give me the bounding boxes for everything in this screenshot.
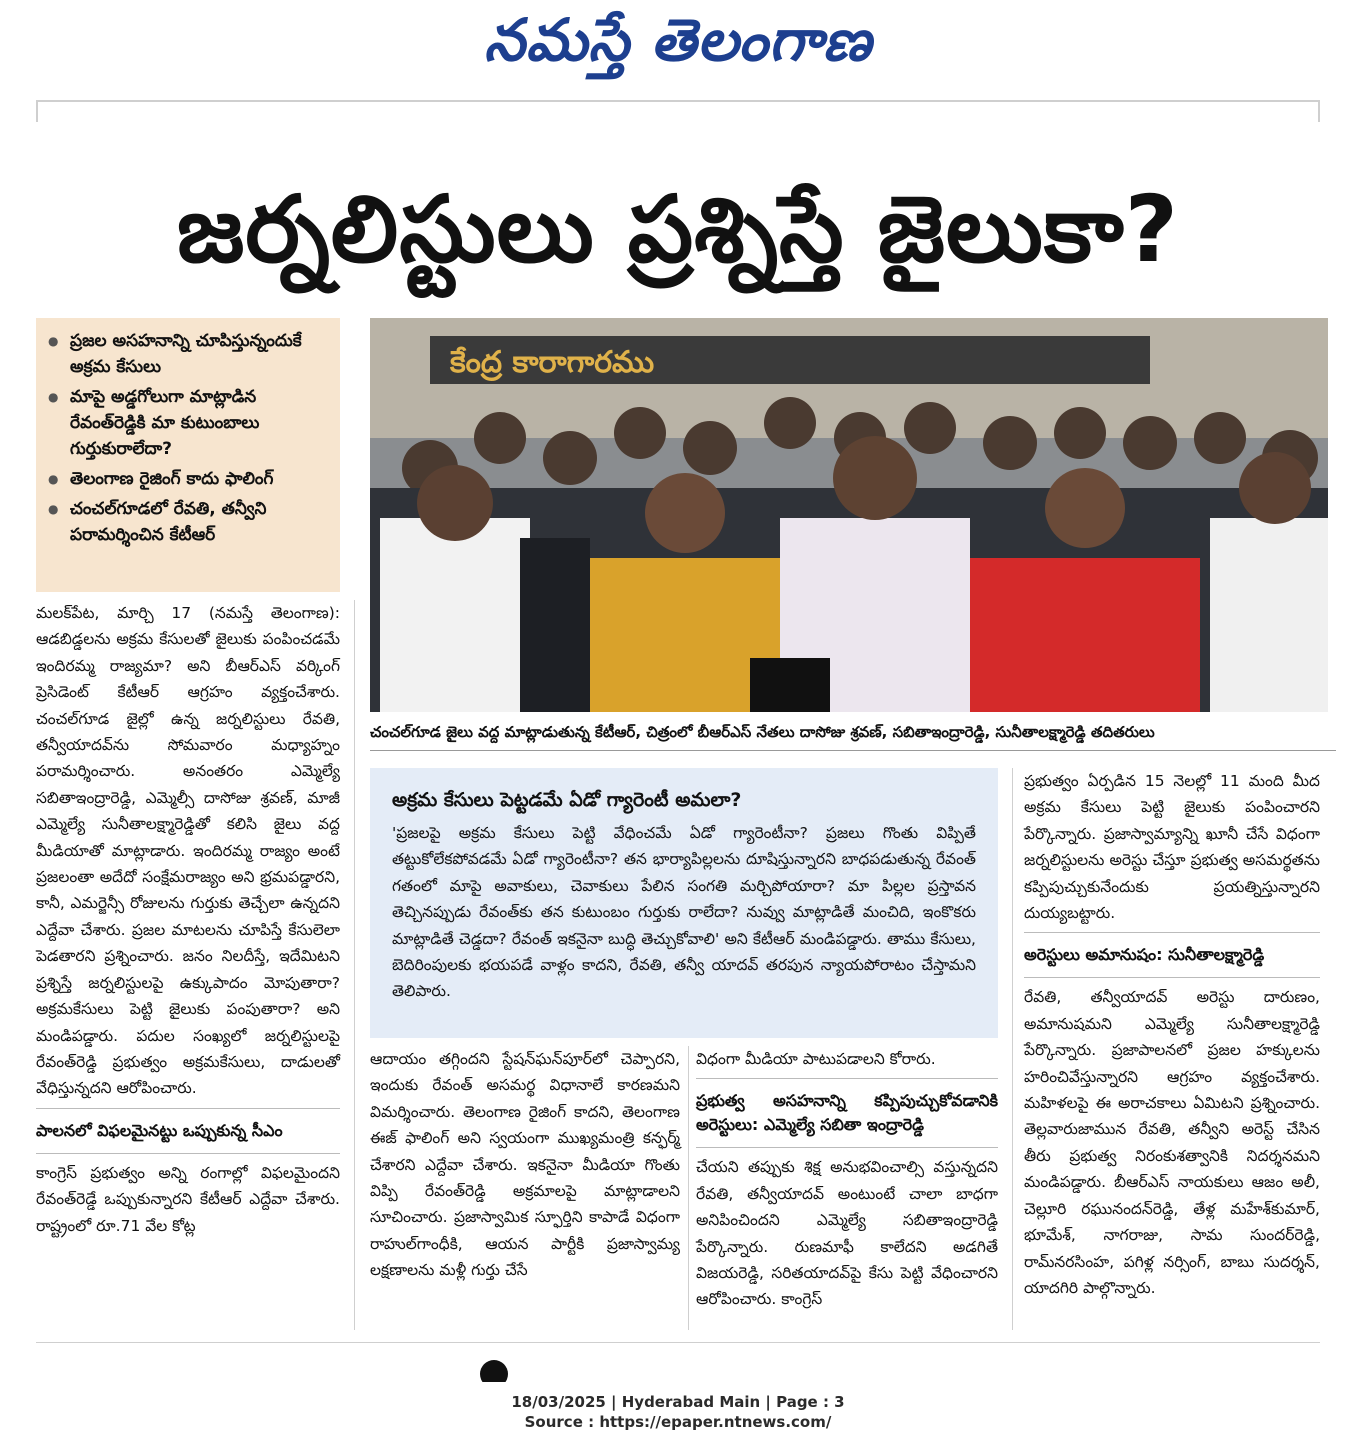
- footer-date-edition: 18/03/2025 | Hyderabad Main | Page : 3: [511, 1393, 845, 1411]
- page-headline: జర్నలిస్టులు ప్రశ్నిస్తే జైలుకా?: [176, 176, 1180, 283]
- footer-source: Source : https://epaper.ntnews.com/: [524, 1413, 832, 1431]
- sabitha-paragraph: చేయని తప్పుకు శిక్ష అనుభవించాల్సి వస్తున్నదని రేవతి, తన్వీయాదవ్ అంటుంటే చాలా బాధగా అనిపించిందని ఎమ్మెల్యే సబితాఇంద్రారెడ్డి పేర్కొన్నారు. రుణమాఫీ కాలేదని అడగితే విజయరెడ్డి, సరితయాదవ్‌పై కేసు పెట్టి వేధించారని ఆరోపించారు. కాంగ్రెస్: [696, 1158, 998, 1309]
- column-divider: [1012, 768, 1013, 1330]
- highlight-item: ● ప్రజల అసహనాన్ని చూపిస్తున్నందుకే అక్రమ కేసులు: [46, 328, 330, 380]
- highlight-item: ● తెలంగాణ రైజింగ్ కాదు ఫాలింగ్: [46, 466, 330, 492]
- column-two: [370, 1046, 680, 1284]
- photo-caption: చంచల్‌గూడ జైలు వద్ద మాట్లాడుతున్న కేటీఆర్, చిత్రంలో బీఆర్‌ఎస్ నేతలు దాసోజు శ్రవణ్, సబితాఇంద్రారెడ్డి, సునీతాలక్ష్మారెడ్డి తదితరులు: [370, 714, 1336, 751]
- masthead-logo: నమస్తే తెలంగాణ: [484, 6, 872, 74]
- quote-box-title: అక్రమ కేసులు పెట్టడమే ఏడో గ్యారెంటీ అమలా?: [392, 789, 742, 811]
- photo-illustration: [370, 318, 1328, 712]
- glyph-fragment-icon: [474, 1350, 514, 1382]
- sunitha-paragraph: రేవతి, తన్వీయాదవ్ అరెస్టు దారుణం, అమానుషమని ఎమ్మెల్యే సునీతాలక్ష్మారెడ్డి పేర్కొన్నారు. ప్రజాపాలనలో ప్రజల హక్కులను హరించివేస్తున్నారని ఆగ్రహం వ్యక్తంచేశారు. మహిళలపై ఈ అరాచకాలు ఏమిటని ప్రశ్నించారు. తెల్లవారుజామున రేవతి, తన్వీని అరెస్ట్ చేసిన తీరు ప్రభుత్వ నిరంకుశత్వానికి నిదర్శనమని మండిపడ్డారు. బీఆర్‌ఎస్ నాయకులు ఆజం అలీ, చెల్లూరి రఘునందన్‌రెడ్డి, తేళ్ల మహేశ్‌కుమార్, భూమేశ్, నాగరాజు, సామ సుందర్‌రెడ్డి, రామ్‌నరసింహ, పగిళ్ల నర్సింగ్, బాబు సుదర్శన్, యాదగిరి పాల్గొన్నారు.: [1024, 988, 1320, 1297]
- quote-box: [370, 768, 998, 1038]
- next-story-fragment: [474, 1350, 514, 1382]
- top-divider: [36, 100, 1320, 122]
- column-divider: [688, 1046, 689, 1330]
- quote-box-body: 'ప్రజలపై అక్రమ కేసులు పెట్టి వేధించమే ఏడో గ్యారెంటీనా? ప్రజలు గొంతు విప్పితే తట్టుకోలేకపోవడమే ఏడో గ్యారెంటీనా? తన భార్యాపిల్లలను దూషిస్తున్నారని బాధపడుతున్న రేవంత్ గతంలో మాపై అవాకులు, చెవాకులు పేలిన సంగతి మర్చిపోయారా? మా పిల్లల ప్రస్తావన తెచ్చినప్పుడు రేవంత్‌కు తన కుటుంబం గుర్తుకు రాలేదా? నువ్వు మాట్లాడితే మంచిది, ఇంకొకరు మాట్లాడితే చెడ్డదా? రేవంత్ ఇకనైనా బుద్ధి తెచ్చుకోవాలి' అని కేటీఆర్ మండిపడ్డారు. తాము కేసులు, బెదిరింపులకు భయపడే వాళ్లం కాదని, రేవతి, తన్వీ యాదవ్ తరపున న్యాయపోరాటం చేస్తామని తెలిపారు.: [392, 824, 976, 1001]
- column-two-paragraph: ఆదాయం తగ్గిందని స్టేషన్‌ఘన్‌పూర్‌లో చెప్పారని, ఇందుకు రేవంత్ అసమర్థ విధానాలే కారణమని విమర్శించారు. తెలంగాణ రైజింగ్ కాదని, తెలంగాణ ఈజ్ ఫాలింగ్ అని స్వయంగా ముఖ్యమంత్రి కన్ఫర్మ్ చేశారని ఎద్దేవా చేశారు. ఇకనైనా మీడియా గొంతు విప్పి రేవంత్‌రెడ్డి అక్రమాలపై మాట్లాడాలని సూచించారు. ప్రజాస్వామిక స్ఫూర్తిని కాపాడే విధంగా రాహుల్‌గాంధీకి, ఆయన పార్టీకి ప్రజాస్వామ్య లక్షణాలను మళ్లీ గుర్తు చేసే: [370, 1050, 680, 1280]
- page-footer: [0, 1392, 1356, 1432]
- subhead-sunitha: అరెస్టులు అమానుషం: సునీతాలక్ష్మారెడ్డి: [1024, 932, 1320, 978]
- lead-paragraph: మలక్‌పేట, మార్చి 17 (నమస్తే తెలంగాణ): ఆడబిడ్డలను అక్రమ కేసులతో జైలుకు పంపించడమే ఇందిరమ్మ రాజ్యమా? అని బీఆర్‌ఎస్ వర్కింగ్ ప్రెసిడెంట్ కేటీఆర్ ఆగ్రహం వ్యక్తంచేశారు. చంచల్‌గూడ జైల్లో ఉన్న జర్నలిస్టులు రేవతి, తన్వీయాదవ్‌ను సోమవారం మధ్యాహ్నం పరామర్శించారు. అనంతరం ఎమ్మెల్యే సబితాఇంద్రారెడ్డి, ఎమ్మెల్సీ దాసోజు శ్రవణ్, మాజీ ఎమ్మెల్యే సునీతాలక్ష్మారెడ్డితో కలిసి జైలు వద్ద మీడియాతో మాట్లాడారు. ఇందిరమ్మ రాజ్యం అంటే ప్రజలంతా అదేదో సంక్షేమరాజ్యం అని భ్రమపడ్డారని, కానీ, ఎమర్జెన్సీ రోజులను గుర్తుకు తెచ్చేలా ఉన్నదని ఎద్దేవా చేశారు. ప్రజల మాటలను చూపిస్తే కేసులెలా పెడతారని ప్రశ్నించారు. జనం నిలదీస్తే, ఇదేమిటని ప్రశ్నిస్తే జర్నలిస్టులపై ఉక్కుపాదం మోపుతారా? అక్రమకేసులు పెట్టి జైలుకు పంపుతారా? అని మండిపడ్డారు. పదుల సంఖ్యలో జర్నలిస్టులపై రేవంత్‌రెడ్డి ప్రభుత్వం అక్రమకేసులు, దాడులతో వేధిస్తున్నదని ఆరోపించారు.: [36, 604, 340, 1098]
- highlights-box: [36, 318, 340, 592]
- cm-failure-paragraph: కాంగ్రెస్ ప్రభుత్వం అన్ని రంగాల్లో విఫలమైందని రేవంత్‌రెడ్డే ఒప్పుకున్నారని కేటీఆర్ ఎద్దేవా చేశారు. రాష్ట్రంలో రూ.71 వేల కోట్ల: [36, 1163, 340, 1235]
- news-photo: [370, 318, 1328, 712]
- column-four: [1024, 768, 1320, 1301]
- highlight-item: ● మాపై అడ్డగోలుగా మాట్లాడిన రేవంత్‌రెడ్డికి మా కుటుంబాలు గుర్తుకురాలేదా?: [46, 384, 330, 462]
- column-divider: [354, 600, 355, 1330]
- lead-column: [36, 600, 340, 1239]
- masthead: [0, 0, 1356, 100]
- subhead-cm-failure: పాలనలో విఫలమైనట్టు ఒప్పుకున్న సీఎం: [36, 1108, 340, 1154]
- column-three: [696, 1046, 998, 1313]
- photo-banner-text: కేంద్ర కారాగారము: [450, 345, 655, 380]
- column-three-intro: విధంగా మీడియా పాటుపడాలని కోరారు.: [696, 1050, 936, 1068]
- bottom-divider: [36, 1342, 1320, 1343]
- subhead-sabitha: ప్రభుత్వ అసహనాన్ని కప్పిపుచ్చుకోవడానికి అరెస్టులు: ఎమ్మెల్యే సబితా ఇంద్రారెడ్డి: [696, 1078, 998, 1148]
- column-four-intro: ప్రభుత్వం ఏర్పడిన 15 నెలల్లో 11 మంది మీద అక్రమ కేసులు పెట్టి జైలుకు పంపించారని పేర్కొన్నారు. ప్రజాస్వామ్యాన్ని ఖూనీ చేసే విధంగా జర్నలిస్టులను అరెస్టు చేస్తూ ప్రభుత్వ అసమర్థతను కప్పిపుచ్చుకునేందుకు ప్రయత్నిస్తున్నారని దుయ్యబట్టారు.: [1024, 772, 1320, 923]
- highlight-item: ● చంచల్‌గూడలో రేవతి, తన్వీని పరామర్శించిన కేటీఆర్: [46, 496, 330, 548]
